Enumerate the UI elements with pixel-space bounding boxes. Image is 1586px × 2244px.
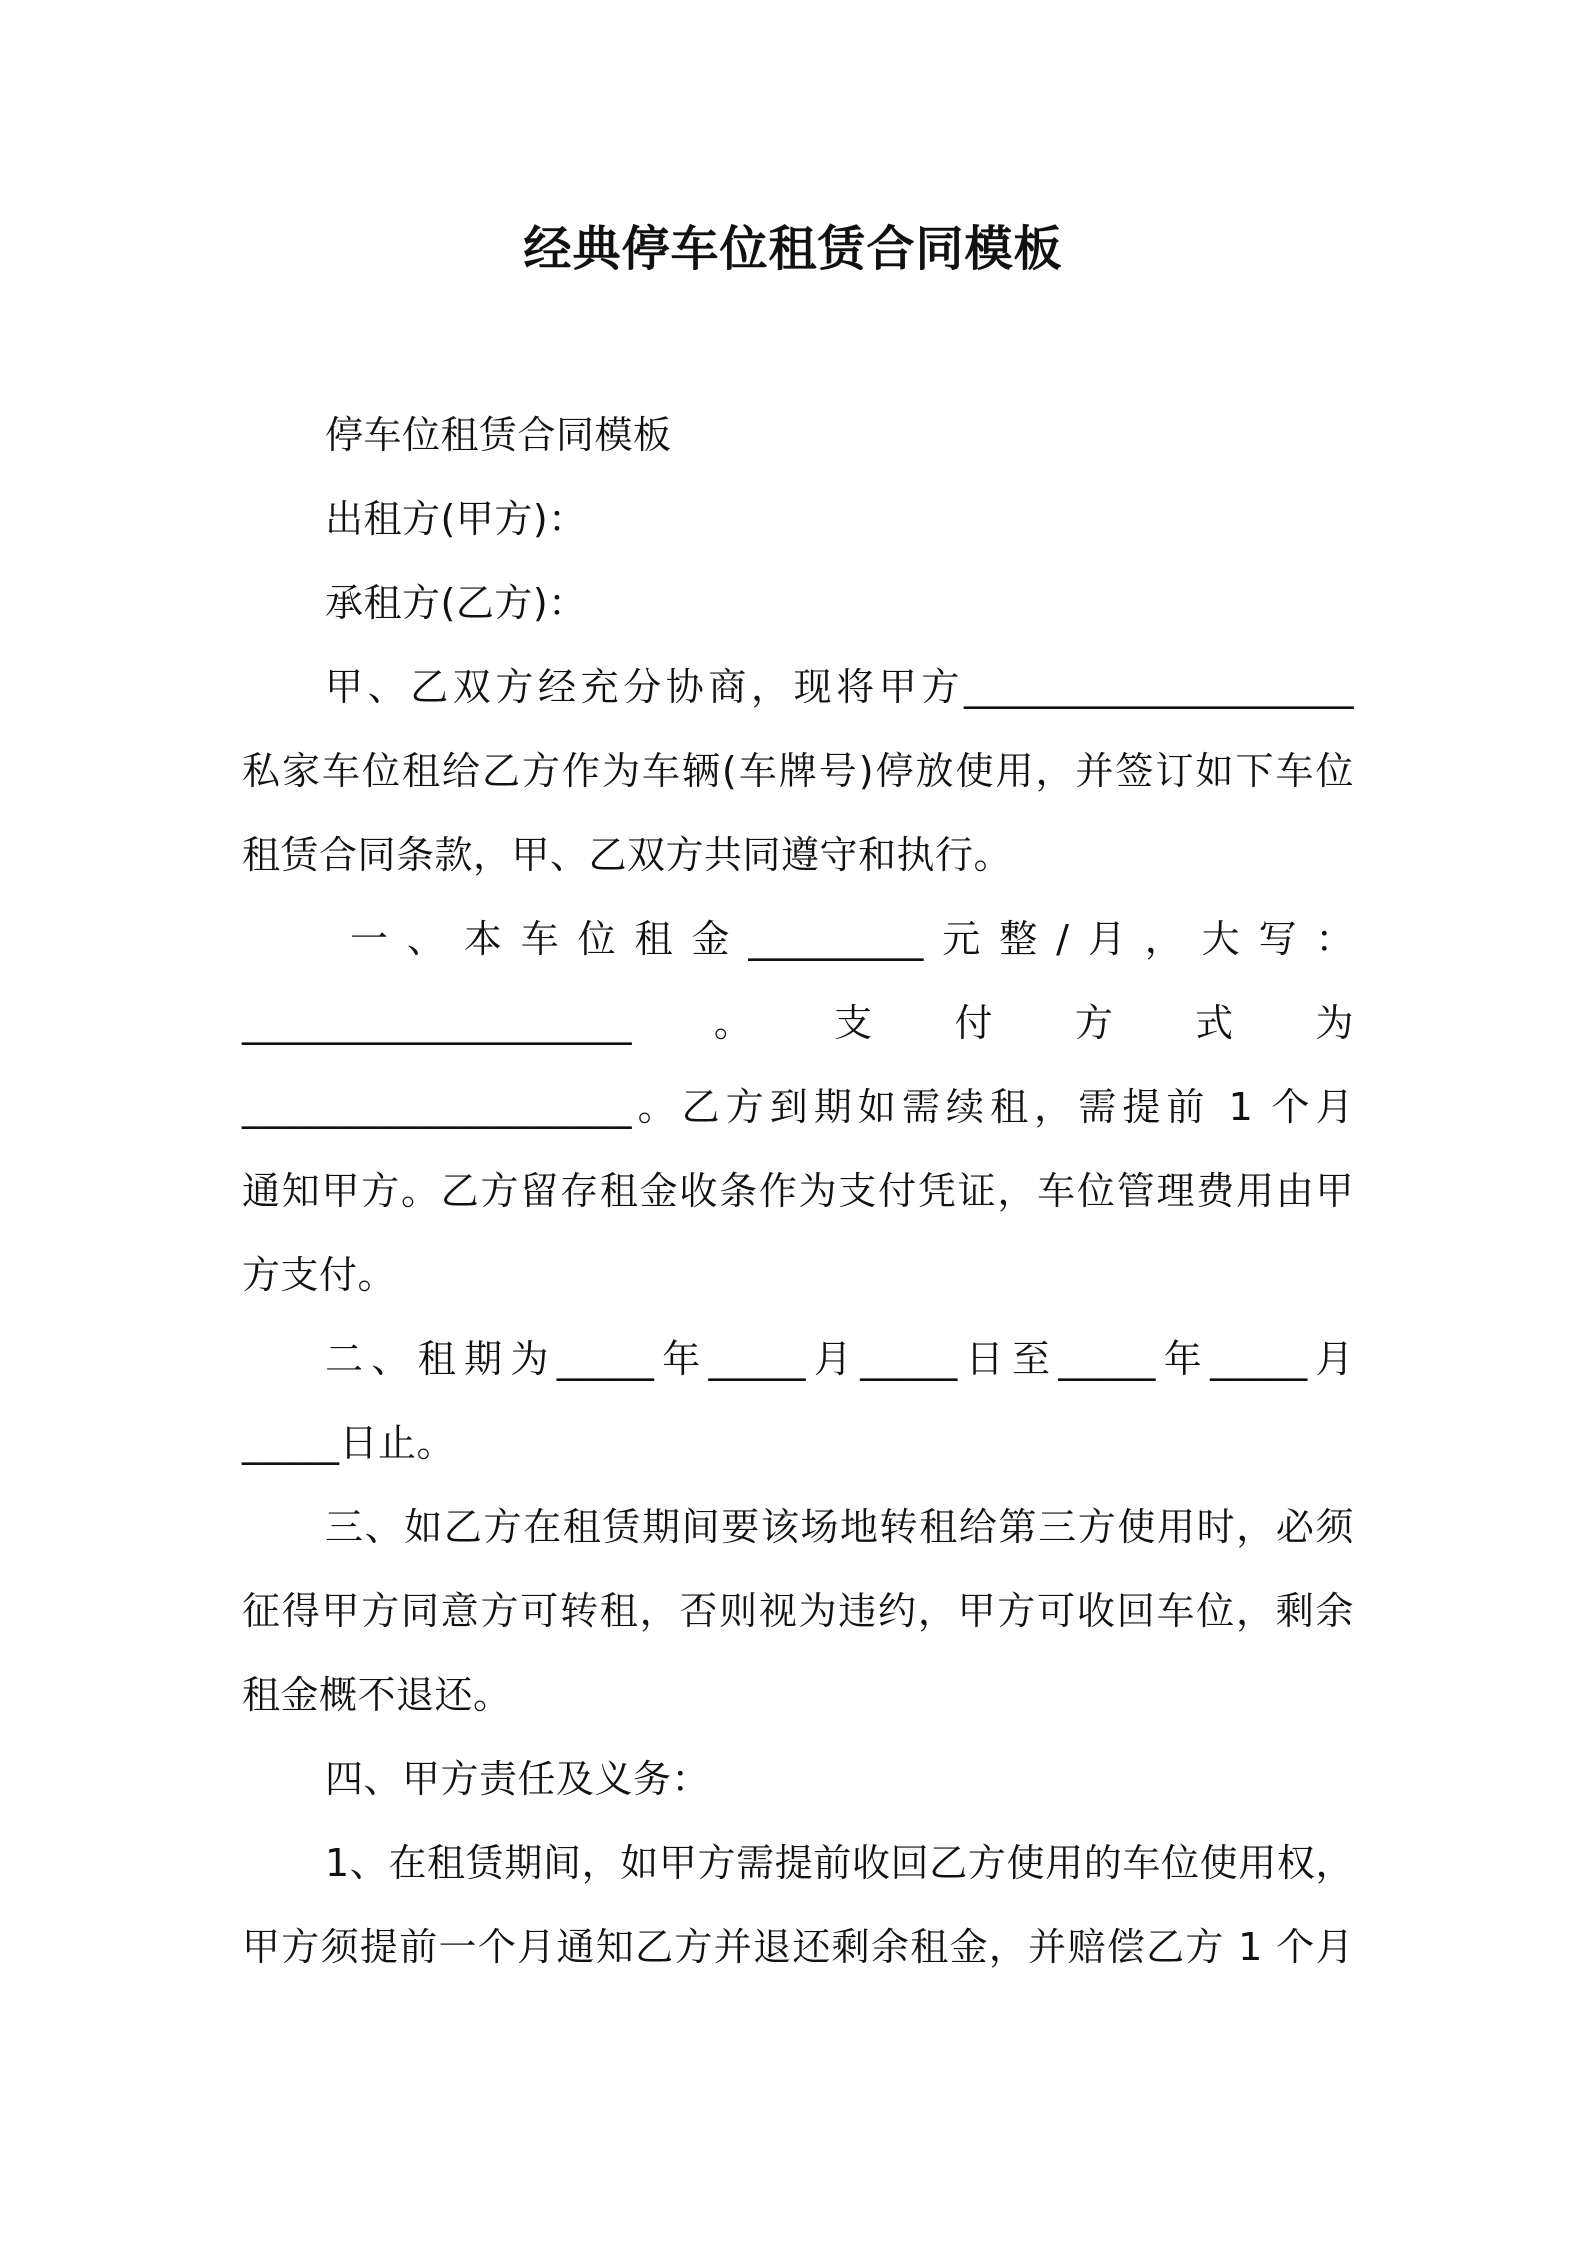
clause-4-item-1-line-2: 甲方须提前一个月通知乙方并退还剩余租金，并赔偿乙方 1 个月 xyxy=(242,1925,1354,1969)
clause-1-line-1: 一、本车位租金_________元整/月，大写： xyxy=(350,917,1354,961)
clause-4-item-1-line-1: 1、在租赁期间，如甲方需提前收回乙方使用的车位使用权， xyxy=(325,1841,1354,1885)
clause-2-line-2: _____日止。 xyxy=(242,1421,456,1465)
preamble-line-1: 甲、乙双方经充分协商，现将甲方____________________ xyxy=(325,665,1354,709)
clause-3-line-2: 征得甲方同意方可转租，否则视为违约，甲方可收回车位，剩余 xyxy=(242,1589,1354,1633)
lessee-line: 承租方(乙方)： xyxy=(325,581,587,625)
lessor-line: 出租方(甲方)： xyxy=(325,497,587,541)
document-title: 经典停车位租赁合同模板 xyxy=(523,221,1063,277)
doc-subtitle: 停车位租赁合同模板 xyxy=(325,413,672,457)
preamble-line-2: 私家车位租给乙方作为车辆(车牌号)停放使用，并签订如下车位 xyxy=(242,749,1354,793)
clause-2-line-1: 二、租期为_____年_____月_____日至_____年_____月 xyxy=(325,1337,1354,1381)
clause-1-line-2: ____________________。支付方式为 xyxy=(242,1001,1354,1045)
clause-1-line-3: ____________________。乙方到期如需续租，需提前 1 个月 xyxy=(242,1085,1354,1129)
clause-1-line-4: 通知甲方。乙方留存租金收条作为支付凭证，车位管理费用由甲 xyxy=(242,1169,1354,1213)
clause-3-line-1: 三、如乙方在租赁期间要该场地转租给第三方使用时，必须 xyxy=(325,1505,1354,1549)
clause-4-heading: 四、甲方责任及义务： xyxy=(325,1757,711,1801)
preamble-line-3: 租赁合同条款，甲、乙双方共同遵守和执行。 xyxy=(242,833,1013,877)
clause-3-line-3: 租金概不退还。 xyxy=(242,1673,512,1717)
clause-1-line-5: 方支付。 xyxy=(242,1253,397,1297)
